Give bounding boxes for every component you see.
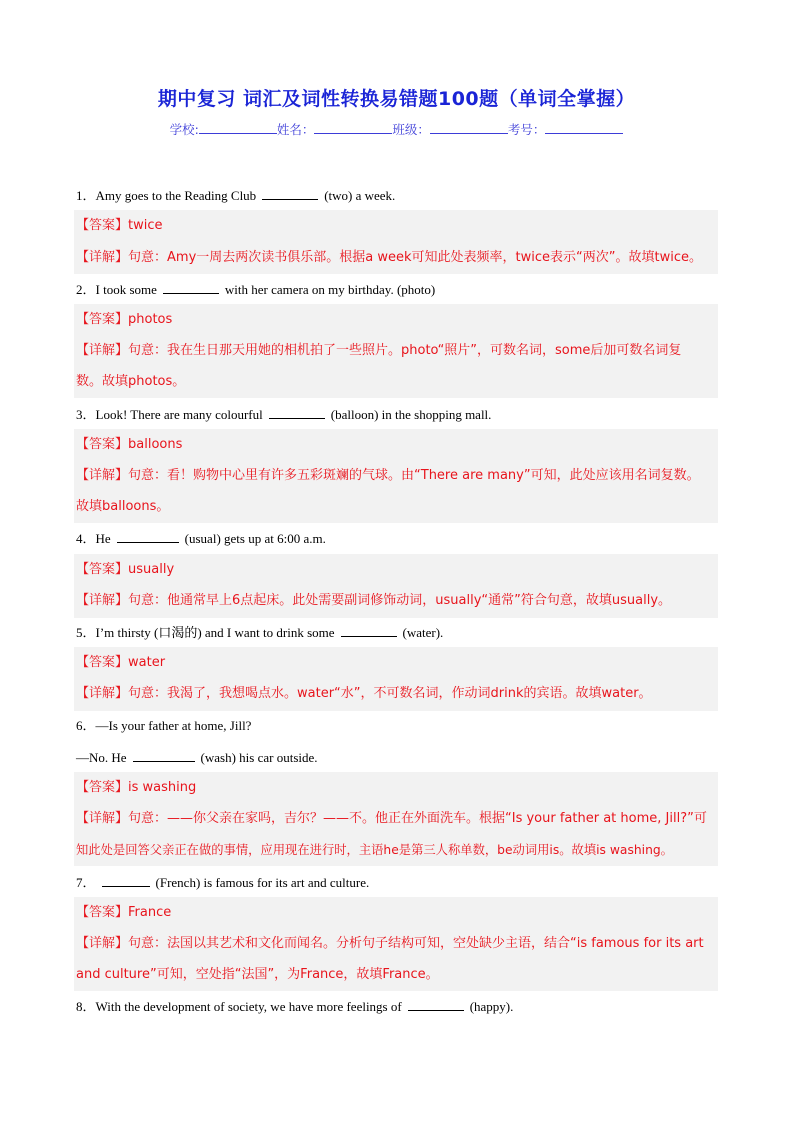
student-info-line (0, 120, 793, 138)
detail-line: and culture”可知，空处指“法国”，为France，故填France。 (76, 967, 439, 982)
answer-blank[interactable] (117, 528, 179, 543)
answer-line: 【答案】photos (76, 312, 173, 327)
question-3 (76, 404, 491, 425)
answer-blank[interactable] (341, 622, 397, 637)
detail-line: 故填balloons。 (76, 499, 170, 514)
answer-line: 【答案】usually (76, 562, 175, 577)
answer-line: 【答案】water (76, 655, 166, 670)
question-text: 3．Look! There are many colourful (76, 407, 263, 422)
answer-blank[interactable] (133, 747, 195, 762)
question-text: 5．I’m thirsty (口渴的) and I want to drink some (76, 625, 335, 640)
question-text: 1．Amy goes to the Reading Club (76, 188, 257, 203)
answer-line: 【答案】balloons (76, 437, 183, 452)
question-text: (usual) gets up at 6:00 a.m. (184, 531, 326, 546)
question-5 (76, 622, 443, 643)
answer-box-6 (74, 772, 718, 866)
answer-box-1 (74, 210, 718, 274)
answer-blank[interactable] (262, 185, 318, 200)
detail-line: 【详解】句意：他通常早上6点起床。此处需要副词修饰动词，usually“通常”符合句意，故填usually。 (76, 593, 672, 608)
answer-box-5 (74, 647, 718, 711)
question-text: (happy). (469, 999, 514, 1014)
question-text: 2．I took some (76, 282, 157, 297)
question-6 (76, 716, 251, 736)
class-label: 班级： (392, 122, 430, 137)
question-text: (French) is famous for its art and culture. (155, 875, 370, 890)
detail-line: 【详解】句意：我渴了，我想喝点水。water“水”，不可数名词，作动词drink的宾语。故填water。 (76, 686, 652, 701)
answer-line: 【答案】is washing (76, 780, 197, 795)
question-text: —No. He (76, 750, 127, 765)
question-8 (76, 996, 513, 1017)
name-label: 姓名： (276, 122, 315, 137)
question-7 (76, 872, 369, 893)
exam-number-label: 考号： (507, 122, 546, 137)
class-field[interactable] (430, 121, 508, 134)
question-text: 6．—Is your father at home, Jill? (76, 718, 252, 733)
question-text: (wash) his car outside. (200, 750, 318, 765)
detail-line: 【详解】句意：Amy一周去两次读书俱乐部。根据a week可知此处表频率，twice表示“两次”。故填twice。 (76, 250, 702, 265)
exam-number-field[interactable] (545, 121, 623, 134)
detail-line: 知此处是回答父亲正在做的事情，应用现在进行时，主语he是第三人称单数，be动词用is。故填is washing。 (76, 843, 673, 857)
answer-blank[interactable] (408, 996, 464, 1011)
detail-line: 【详解】句意：——你父亲在家吗，吉尔？——不。他正在外面洗车。根据“Is your father at home, Jill?”可 (76, 811, 707, 826)
answer-line: 【答案】twice (76, 218, 163, 233)
name-field[interactable] (314, 121, 392, 134)
detail-line: 数。故填photos。 (76, 374, 186, 389)
answer-box-7 (74, 897, 718, 991)
question-text: (two) a week. (324, 188, 396, 203)
detail-line: 【详解】句意：我在生日那天用她的相机拍了一些照片。photo“照片”，可数名词，some后加可数名词复 (76, 343, 682, 358)
answer-blank[interactable] (163, 279, 219, 294)
page-title: 期中复习 词汇及词性转换易错题100题（单词全掌握） (157, 88, 636, 110)
question-1 (76, 185, 395, 206)
question-text: (balloon) in the shopping mall. (330, 407, 492, 422)
question-4 (76, 528, 326, 549)
question-2 (76, 279, 435, 300)
question-text: 7． (76, 875, 96, 890)
answer-blank[interactable] (102, 872, 150, 887)
answer-box-2 (74, 304, 718, 398)
answer-line: 【答案】France (76, 905, 172, 920)
detail-line: 【详解】句意：看！购物中心里有许多五彩斑斓的气球。由“There are many”可知，此处应该用名词复数。 (76, 468, 700, 483)
answer-blank[interactable] (269, 404, 325, 419)
question-text: 8．With the development of society, we have more feelings of (76, 999, 402, 1014)
question-text: with her camera on my birthday. (photo) (224, 282, 436, 297)
school-field[interactable] (199, 121, 277, 134)
detail-line: 【详解】句意：法国以其艺术和文化而闻名。分析句子结构可知，空处缺少主语，结合“is famous for its art (76, 936, 704, 951)
answer-box-4 (74, 554, 718, 618)
question-6-line-2 (76, 747, 318, 768)
question-text: 4．He (76, 531, 111, 546)
answer-box-3 (74, 429, 718, 523)
question-text: (water). (402, 625, 444, 640)
school-label: 学校: (169, 122, 199, 137)
